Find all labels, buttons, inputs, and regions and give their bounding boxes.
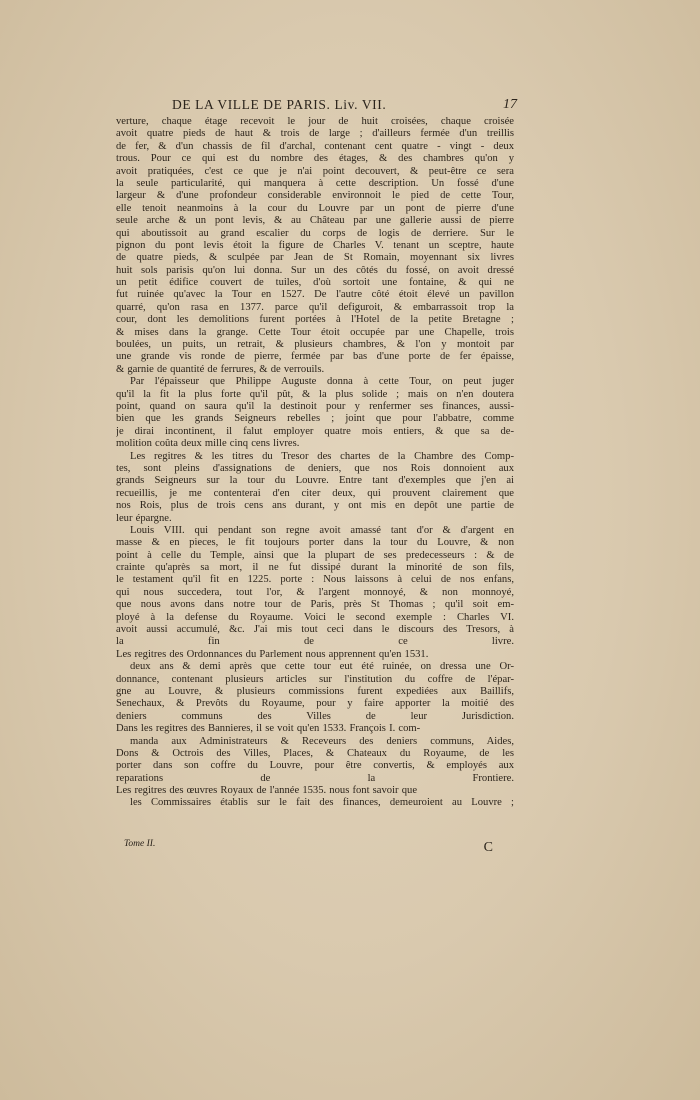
text-line: la fin de ce livre. (116, 636, 514, 648)
signature-line (116, 839, 514, 855)
text-line: Les regitres des Ordonnances du Parlement nous apprennent qu'en 1531. (116, 648, 429, 660)
text-line: crainte qu'après sa mort, il ne fut dissipé durant la minorité de son fils, (116, 562, 514, 574)
text-line: quarré, qu'on rasa en 1377. parce qu'il defiguroit, & embarrassoit trop la (116, 301, 514, 313)
text-line: les Commissaires établis sur le fait des finances, demeuroient au Louvre ; (130, 797, 514, 809)
text-line: masse & en pieces, le fit toujours porter dans la tour du Louvre, & non (116, 537, 514, 549)
text-line: donnance, contenant plusieurs articles sur l'institution du coffre de l'épar- (116, 673, 514, 685)
text-line: le testament qu'il fit en 1225. porte : Nous laissons à celui de nos enfans, (116, 574, 514, 586)
text-line: recueillis, je me contenterai d'en citer deux, qui prouvent clairement que (116, 487, 514, 499)
text-line: je dirai incontinent, il falut employer quatre mois entiers, & que sa de- (116, 425, 514, 437)
text-line: & garnie de quantité de ferrures, & de verrouils. (116, 363, 325, 375)
text-line: un petit édifice couvert de tuiles, d'où sortoit une fontaine, & qui ne (116, 277, 514, 289)
text-line: & mises dans la grange. Cette Tour étoit occupée par une Chapelle, trois (116, 326, 514, 338)
text-line: point, quand on saura qu'il la destinoit pour y renfermer ses finances, aussi- (116, 400, 514, 412)
text-line: qui nous succedera, tout l'or, & l'argent monnoyé, & non monnoyé, (116, 586, 514, 598)
text-line: Les regitres des œuvres Royaux de l'année 1535. nous font savoir que (116, 785, 418, 797)
text-line: qui aboutissoit au grand escalier du corps de logis de derriere. Sur le (116, 227, 514, 239)
text-line: une grande vis ronde de pierre, fermée par bas d'une porte de fer épaisse, (116, 351, 514, 363)
text-line: verture, chaque étage recevoit le jour de huit croisées, chaque croisée (116, 116, 514, 127)
text-line: Par l'épaisseur que Philippe Auguste donna à cette Tour, on peut juger (130, 376, 514, 388)
text-line: avoit aussi accumulé, &c. J'ai mis tout ceci dans le discours des Tresors, à (116, 624, 514, 636)
text-line: boulées, un puits, un retrait, & plusieurs chambres, & l'on y montoit par (116, 339, 514, 351)
text-line: porter dans son coffre du Louvre, pour être convertis, & employés aux (116, 760, 514, 772)
text-line: Louis VIII. qui pendant son regne avoit amassé tant d'or & d'argent en (130, 524, 514, 536)
text-line: gne au Louvre, & plusieurs commissions furent expediées aux Baillifs, (116, 685, 514, 697)
text-line: leur épargne. (116, 512, 172, 524)
text-line: nos Rois, plus de trois cens ans durant, y ont mis en depôt une partie de (116, 500, 514, 512)
text-line: Senechaux, & Prevôts du Royaume, pour y faire apporter la moitié des (116, 698, 514, 710)
signature-mark: C (483, 840, 494, 855)
text-line: seule arche & un pont levis, & au Château par une gallerie aussi de pierre (116, 215, 514, 227)
text-line: reparations de la Frontiere. (116, 772, 514, 784)
text-line: tes, sont pleins d'assignations de deniers, que nos Rois donnoient aux (116, 462, 514, 474)
text-line: la seule particularité, qui manquera à cette description. Un fossé d'une (116, 177, 514, 189)
text-line: huit sols parisis qu'on lui donna. Sur un des côtés du fossé, on avoit dressé (116, 264, 514, 276)
body-text (116, 116, 514, 810)
running-title: DE LA VILLE DE PARIS. Liv. VII. (172, 97, 387, 112)
text-line: largeur & d'une profondeur considerable environnoit le pied de cette Tour, (116, 190, 514, 202)
tome-label: Tome II. (124, 839, 156, 849)
text-line: pignon du pont levis étoit la figure de Charles V. tenant un sceptre, haute (116, 239, 514, 251)
text-line: bien que les grands Seigneurs rebelles ; joint que pour l'abbatre, comme (116, 413, 514, 425)
text-line: ployé à la defense du Royaume. Voici le second exemple : Charles VI. (116, 611, 514, 623)
text-line: trous. Pour ce qui est du nombre des étages, & des chambres qu'on y (116, 153, 514, 165)
text-line: Les regitres & les titres du Tresor des chartes de la Chambre des Comp- (130, 450, 514, 462)
text-line: cour, dont les demolitions furent portées à l'Hotel de la petite Bretagne ; (116, 314, 514, 326)
text-line: de fer, & d'un chassis de fil d'archal, contenant cent quatre - vingt - deux (116, 140, 514, 152)
text-line: Dons & Octrois des Villes, Places, & Chateaux du Royaume, de les (116, 747, 514, 759)
text-line: deniers communs des Villes de leur Jurisdiction. (116, 710, 514, 722)
text-line: molition coûta deux mille cinq cens livres. (116, 438, 300, 450)
text-line: avoit pratiquées, c'est ce que je n'ai point decouvert, & peut-être ce sera (116, 165, 514, 177)
text-line: point à celle du Temple, ainsi que la plupart de ses predecesseurs : & de (116, 549, 514, 561)
text-line: grands Seigneurs sur la tour du Louvre. Entre tant d'exemples que j'en ai (116, 475, 514, 487)
text-line: deux ans & demi après que cette tour eut été ruinée, on dressa une Or- (130, 661, 514, 673)
text-line: que nous avons dans notre tour de Paris, près St Thomas ; qu'il soit em- (116, 599, 514, 611)
text-line: de quatre pieds, & sculpée par Jean de St Romain, moyennant six livres (116, 252, 514, 264)
text-line: qu'il la fit la plus forte qu'il pût, & la plus solide ; mais on n'en doutera (116, 388, 514, 400)
page-number: 17 (503, 97, 517, 112)
text-line: manda aux Administrateurs & Receveurs des deniers communs, Aides, (130, 735, 514, 747)
text-line: avoit quatre pieds de haut & trois de large ; d'ailleurs fermée d'un treillis (116, 128, 514, 140)
text-line: fut ruinée qu'avec la Tour en 1527. De l'autre côté étoit élevé un pavillon (116, 289, 514, 301)
text-line: Dans les regitres des Bannieres, il se voit qu'en 1533. François I. com- (116, 723, 421, 735)
text-line: elle tenoit neanmoins à la cour du Louvre par un pont de pierre d'une (116, 202, 514, 214)
